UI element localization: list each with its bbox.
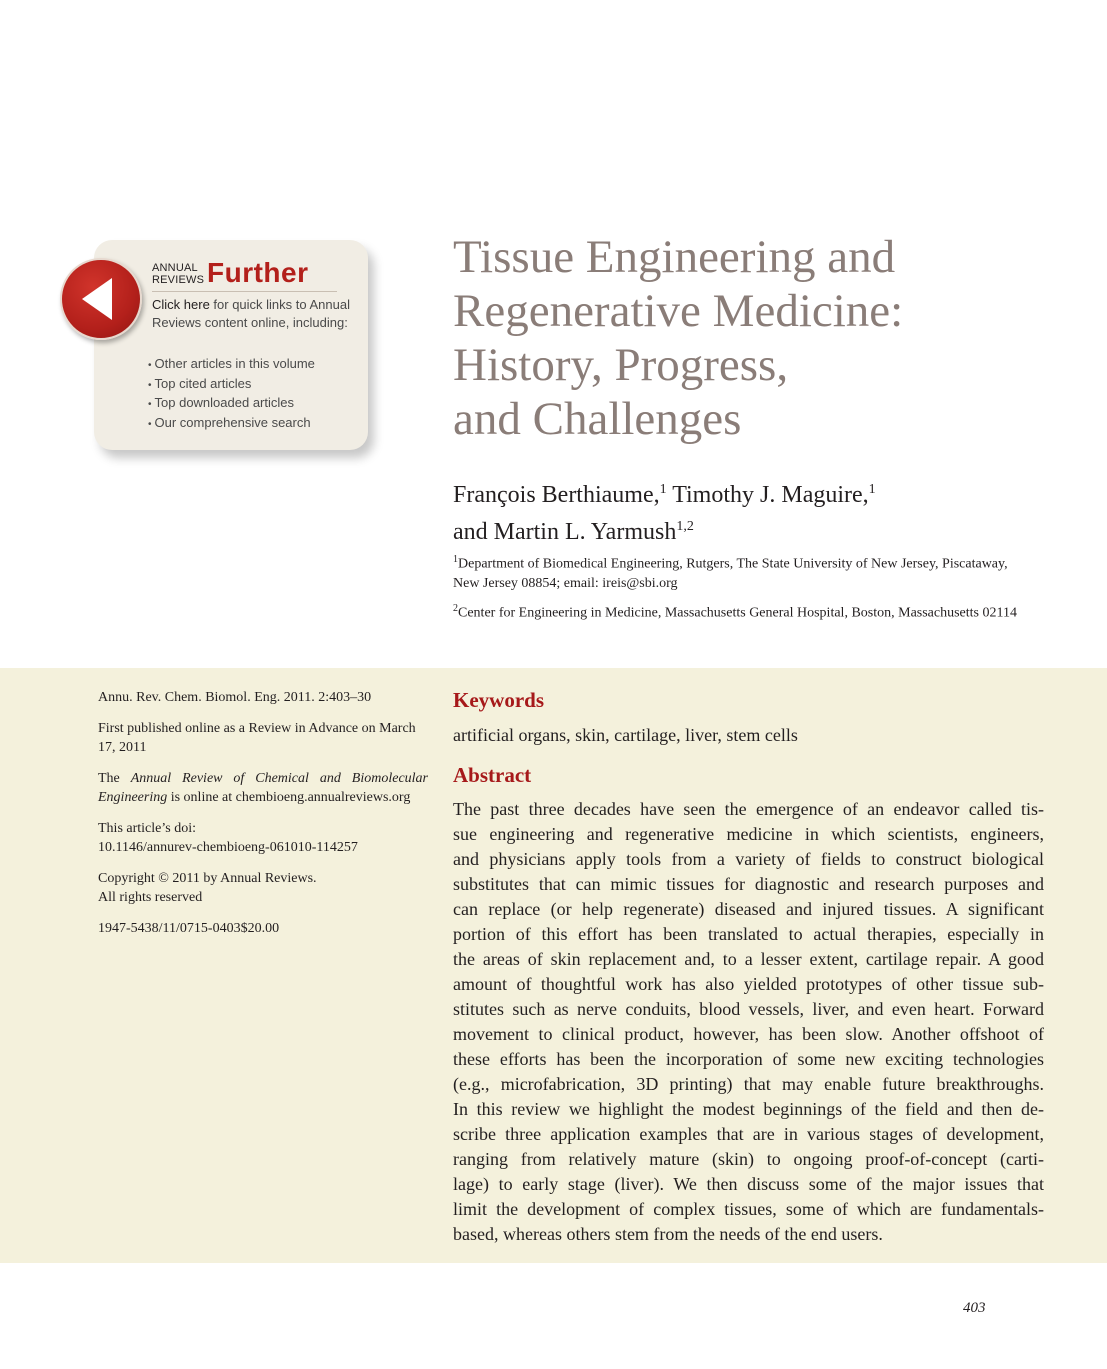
affiliations <box>453 550 1033 628</box>
keywords-heading: Keywords <box>453 688 544 712</box>
further-link-search[interactable]: • Our comprehensive search <box>148 414 315 434</box>
rights: All rights reserved <box>98 890 203 905</box>
citation: Annu. Rev. Chem. Biomol. Eng. 2011. 2:403–30 <box>98 690 372 705</box>
abstract-line: In this review we highlight the modest beginnings of the field and then de- <box>453 1099 1044 1119</box>
article-title <box>453 230 1073 446</box>
copyright-block <box>98 869 428 907</box>
abstract-line: scribe three application examples that are in various stages of development, <box>453 1124 1044 1144</box>
title-line: Regenerative Medicine: <box>453 285 904 337</box>
author-name: Timothy J. Maguire, <box>666 482 869 508</box>
abstract-line: and physicians apply tools from a variety of fields to construct biological <box>453 849 1044 869</box>
author-affiliation-mark: 1 <box>868 482 876 497</box>
article-metadata <box>98 688 428 950</box>
affiliation-text: Department of Biomedical Engineering, Rutgers, The State University of New Jersey, Piscataway, New Jersey 08854; email: ireis@sbi.org <box>453 556 1008 591</box>
further-link-top-downloaded[interactable]: • Top downloaded articles <box>148 394 315 414</box>
further-divider <box>152 291 337 292</box>
abstract-heading: Abstract <box>453 763 532 787</box>
abstract-line: The past three decades have seen the emergence of an endeavor called tis- <box>453 799 1044 819</box>
affiliation <box>453 599 1033 623</box>
abstract-line: lage) to early stage (liver). We then discuss some of the major issues that <box>453 1174 1044 1194</box>
abstract-line: (e.g., microfabrication, 3D printing) that may enable future breakthroughs. <box>453 1074 1044 1094</box>
keywords: artificial organs, skin, cartilage, liver, stem cells <box>453 725 798 745</box>
abstract-column <box>453 686 1044 1247</box>
abstract-line: can replace (or help regenerate) diseased and injured tissues. A significant <box>453 899 1044 919</box>
back-arrow-icon[interactable] <box>60 258 142 340</box>
doi-block <box>98 819 428 857</box>
further-link-top-cited[interactable]: • Top cited articles <box>148 375 315 395</box>
affiliation <box>453 550 1033 593</box>
journal-prefix: The <box>98 771 131 786</box>
author-name: François Berthiaume, <box>453 482 660 508</box>
abstract-line: movement to clinical product, however, has been slow. Another offshoot of <box>453 1024 1044 1044</box>
further-links-list <box>148 355 315 433</box>
abstract-line: portion of this effort has been translated to actual therapies, especially in <box>453 924 1044 944</box>
further-link-other-articles[interactable]: • Other articles in this volume <box>148 355 315 375</box>
abstract-line: based, whereas others stem from the needs of the end users. <box>453 1224 883 1244</box>
journal-url[interactable]: is online at chembioeng.annualreviews.org <box>167 790 411 805</box>
abstract-line: stitutes such as nerve conduits, blood vessels, liver, and even heart. Forward <box>453 999 1044 1019</box>
price-code: 1947-5438/11/0715-0403$20.00 <box>98 921 280 936</box>
abstract-line: ranging from relatively mature (skin) to ongoing proof-of-concept (carti- <box>453 1149 1044 1169</box>
abstract-text <box>453 797 1044 1247</box>
abstract-line: these efforts has been the incorporation of some new exciting technologies <box>453 1049 1044 1069</box>
abstract-line: sue engineering and regenerative medicine in which scientists, engineers, <box>453 824 1044 844</box>
title-line: and Challenges <box>453 393 742 445</box>
click-here-link[interactable]: Click here <box>152 297 210 312</box>
further-description-text: for quick links to Annual Reviews content online, including: <box>152 297 350 330</box>
doi-label: This article’s doi: <box>98 821 196 836</box>
page-number: 403 <box>963 1300 986 1316</box>
further-wordmark: Further <box>207 257 309 288</box>
title-line: History, Progress, <box>453 339 789 391</box>
title-line: Tissue Engineering and <box>453 231 896 283</box>
logo-annual: ANNUAL <box>152 262 198 274</box>
affiliation-number: 2 <box>453 602 458 614</box>
abstract-line: substitutes that can mimic tissues for diagnostic and research purposes and <box>453 874 1044 894</box>
affiliation-number: 1 <box>453 554 458 565</box>
first-published: First published online as a Review in Advance on March 17, 2011 <box>98 721 416 755</box>
author-name: and Martin L. Yarmush <box>453 519 677 545</box>
journal-online <box>98 769 428 807</box>
abstract-line: limit the development of complex tissues, some of which are fundamentals- <box>453 1199 1044 1219</box>
doi-value[interactable]: 10.1146/annurev-chembioeng-061010-114257 <box>98 840 358 855</box>
copyright: Copyright © 2011 by Annual Reviews. <box>98 871 317 886</box>
author-affiliation-mark: 1,2 <box>676 519 694 534</box>
abstract-line: the areas of skin replacement and, to a lesser extent, cartilage repair. A good <box>453 949 1044 969</box>
logo-reviews: REVIEWS <box>152 274 205 286</box>
author-affiliation-mark: 1 <box>659 482 667 497</box>
affiliation-text: Center for Engineering in Medicine, Massachusetts General Hospital, Boston, Massachusetts 02114 <box>458 605 1017 621</box>
further-description <box>152 296 352 331</box>
journal-name: Annual Review of Chemical and Biomolecular Engineering <box>98 771 428 805</box>
abstract-line: amount of thoughtful work has also yielded prototypes of other tissue sub- <box>453 974 1044 994</box>
author-list <box>453 474 1073 548</box>
